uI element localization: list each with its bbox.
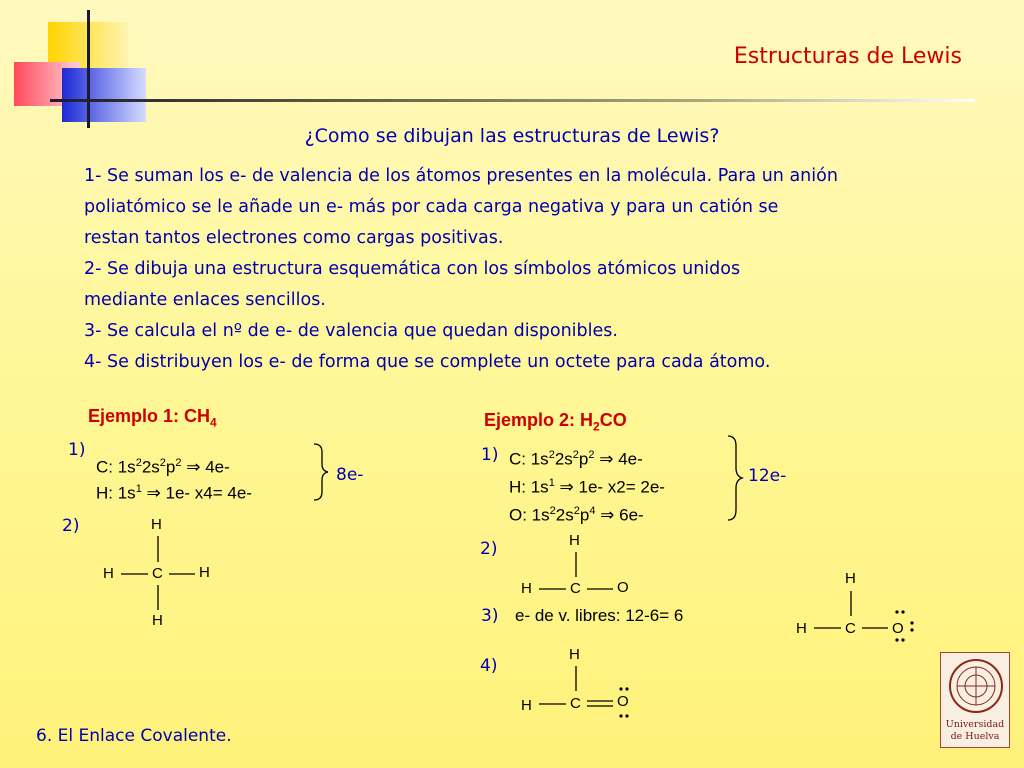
ex2-s3-atom-h-top: H — [845, 570, 856, 587]
ex2-s4-atom-h-top: H — [569, 646, 580, 663]
step-3: 3- Se calcula el nº de e- de valencia que quedan disponibles. — [84, 321, 618, 341]
ex2-s3-electron — [895, 638, 898, 641]
ex2-s2-atom-c: C — [570, 580, 581, 597]
step-4: 4- Se distribuyen los e- de forma que se complete un octete para cada átomo. — [84, 352, 771, 372]
step-1-line-1: 1- Se suman los e- de valencia de los átomos presentes en la molécula. Para un anión — [84, 166, 838, 186]
ex2-s4-electron — [625, 714, 628, 717]
ex2-s3-electron — [901, 610, 904, 613]
example-1-title: Ejemplo 1: $CH_4$ — [88, 406, 217, 430]
step-2-line-1: 2- Se dibuja una estructura esquemática con los símbolos atómicos unidos — [84, 259, 741, 279]
ex2-s3-electron — [901, 638, 904, 641]
ex2-s3-electron — [910, 621, 913, 624]
example-2-config-c: C: $1s^22s^2p^2$ ⇒ 4e- — [509, 449, 643, 469]
example-2-step-4-number: 4) — [480, 656, 498, 676]
step-1-line-2: poliatómico se le añade un e- más por cada carga negativa y para un catión se — [84, 197, 779, 217]
slide-title: Estructuras de Lewis — [733, 44, 962, 69]
example-1-config-h: H: $1s^1$ ⇒ 1e- x4= 4e- — [96, 483, 252, 503]
ex1-atom-h-top: H — [151, 516, 162, 533]
university-name: Universidad de Huelva — [945, 719, 1005, 742]
example-2-brace — [728, 436, 742, 520]
ex2-s2-atom-o: O — [617, 579, 629, 596]
step-2-line-2: mediante enlaces sencillos. — [84, 290, 326, 310]
ex2-s4-electron — [619, 687, 622, 690]
ex1-atom-h-left: H — [103, 565, 114, 582]
example-1-config-c: C: $1s^22s^2p^2$ ⇒ 4e- — [96, 457, 230, 477]
ex1-atom-h-bottom: H — [152, 612, 163, 629]
slide-subtitle: ¿Como se dibujan las estructuras de Lewis? — [304, 125, 720, 147]
ex2-s3-atom-h-left: H — [796, 620, 807, 637]
example-1-step-2-number: 2) — [62, 516, 80, 536]
ex2-s3-electron — [895, 610, 898, 613]
example-2-title: Ejemplo 2: $H_2CO$ — [484, 410, 627, 434]
footer-chapter: 6. El Enlace Covalente. — [36, 726, 232, 746]
ex2-s2-atom-h-top: H — [569, 532, 580, 549]
example-2-config-o: O: $1s^22s^2p^4$ ⇒ 6e- — [509, 505, 644, 525]
step-1-line-3: restan tantos electrones como cargas positivas. — [84, 228, 504, 248]
ex2-s3-atom-c: C — [845, 620, 856, 637]
example-2-total: 12e- — [748, 466, 787, 486]
ex1-atom-c: C — [152, 565, 163, 582]
ex2-s2-atom-h-left: H — [521, 580, 532, 597]
example-2-step-3-text: e- de v. libres: 12-6= 6 — [515, 606, 684, 625]
example-2-config-h: H: $1s^1$ ⇒ 1e- x2= 2e- — [509, 477, 665, 497]
ex1-atom-h-right: H — [199, 564, 210, 581]
ex2-s4-electron — [619, 714, 622, 717]
example-1-brace — [314, 444, 328, 500]
university-seal-icon — [941, 653, 1011, 719]
university-logo — [940, 652, 1010, 748]
example-2-step-2-number: 2) — [480, 539, 498, 559]
example-2-step-1-number: 1) — [481, 445, 499, 465]
ex2-s4-atom-h-left: H — [521, 697, 532, 714]
ex2-s4-electron — [625, 687, 628, 690]
ex2-s3-atom-o: O — [892, 620, 904, 637]
ex2-s3-electron — [910, 628, 913, 631]
example-1-total: 8e- — [336, 465, 364, 485]
ex2-s4-atom-o: O — [617, 693, 629, 710]
ex2-s4-atom-c: C — [570, 695, 581, 712]
example-1-step-1-number: 1) — [68, 440, 86, 460]
example-2-step-3-number: 3) — [481, 606, 499, 626]
